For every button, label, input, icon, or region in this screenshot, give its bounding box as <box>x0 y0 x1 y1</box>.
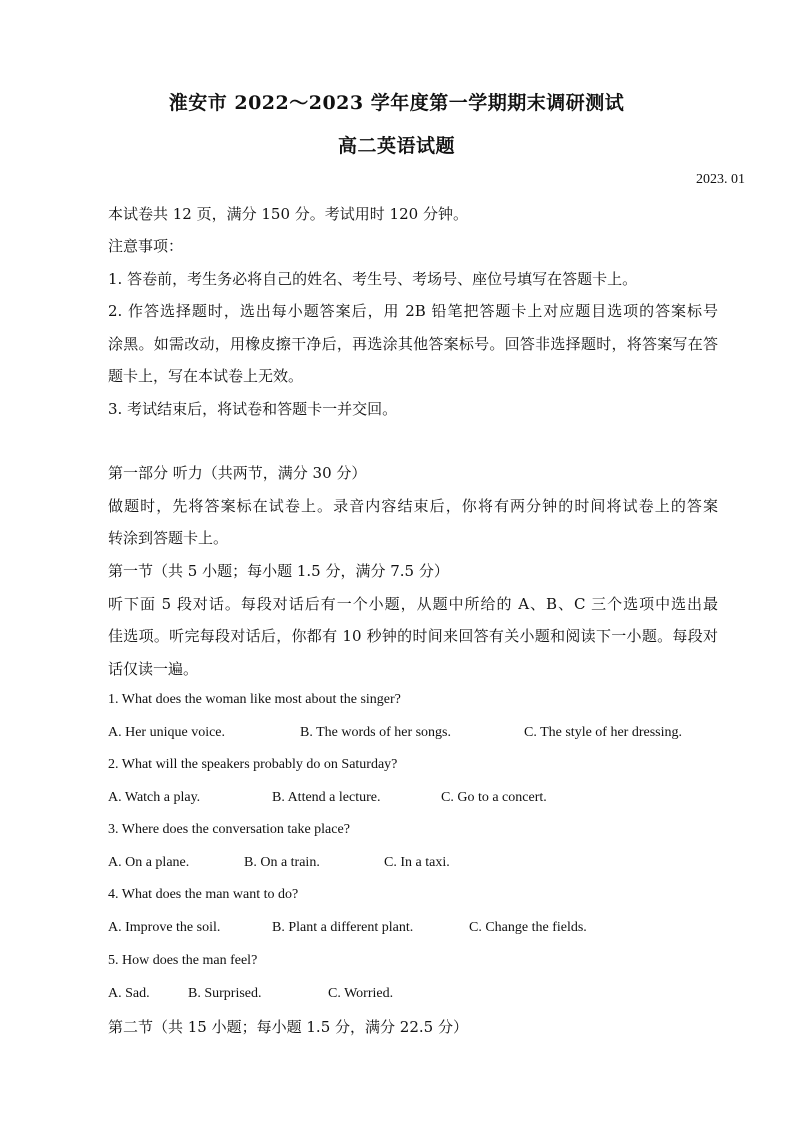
question-5-option-a: A. Sad. <box>108 986 150 1001</box>
exam-subtitle: 高二英语试题 <box>337 135 455 157</box>
question-2-option-c: C. Go to a concert. <box>441 790 547 805</box>
notice-heading: 注意事项： <box>108 237 184 255</box>
question-5-option-c: C. Worried. <box>328 986 394 1001</box>
exam-summary: 本试卷共 12 页，满分 150 分。考试用时 120 分钟。 <box>108 205 468 223</box>
question-1-option-c: C. The style of her dressing. <box>524 725 682 740</box>
section1-desc-line-3: 话仅读一遍。 <box>108 660 199 678</box>
part1-desc-line-2: 转涂到答题卡上。 <box>108 529 229 547</box>
notice-item-1: 1. 答卷前，考生务必将自己的姓名、考生号、考场号、座位号填写在答题卡上。 <box>108 270 638 288</box>
question-3-option-a: A. On a plane. <box>108 855 190 870</box>
question-3: 3. Where does the conversation take place? <box>108 822 350 837</box>
question-2: 2. What will the speakers probably do on Saturday? <box>108 757 398 772</box>
section1-desc-line-1: 听下面 5 段对话。每段对话后有一个小题，从题中所给的 A、B、C 三个选项中选出最 <box>108 595 718 613</box>
part1-heading: 第一部分 听力（共两节，满分 30 分） <box>108 464 367 482</box>
question-3-option-c: C. In a taxi. <box>384 855 450 870</box>
question-3-option-b: B. On a train. <box>244 855 320 870</box>
question-5-option-b: B. Surprised. <box>188 986 262 1001</box>
question-4-option-b: B. Plant a different plant. <box>272 920 414 935</box>
question-4: 4. What does the man want to do? <box>108 887 299 902</box>
exam-date: 2023. 01 <box>696 172 745 187</box>
notice-item-2-line-2: 涂黑。如需改动，用橡皮擦干净后，再选涂其他答案标号。回答非选择题时，将答案写在答 <box>108 335 718 353</box>
question-4-option-c: C. Change the fields. <box>469 920 587 935</box>
question-1: 1. What does the woman like most about the singer? <box>108 692 401 707</box>
section2-heading: 第二节（共 15 小题；每小题 1.5 分，满分 22.5 分） <box>108 1018 468 1036</box>
question-2-option-b: B. Attend a lecture. <box>272 790 381 805</box>
section1-desc-line-2: 佳选项。听完每段对话后，你都有 10 秒钟的时间来回答有关小题和阅读下一小题。每段对 <box>108 627 718 645</box>
question-2-option-a: A. Watch a play. <box>108 790 201 805</box>
exam-title: 淮安市 2022～2023 学年度第一学期期末调研测试 <box>168 92 625 114</box>
question-5: 5. How does the man feel? <box>108 953 258 968</box>
question-4-option-a: A. Improve the soil. <box>108 920 221 935</box>
section1-heading: 第一节（共 5 小题；每小题 1.5 分，满分 7.5 分） <box>108 562 449 580</box>
part1-desc-line-1: 做题时，先将答案标在试卷上。录音内容结束后，你将有两分钟的时间将试卷上的答案 <box>108 497 718 515</box>
notice-item-3: 3. 考试结束后，将试卷和答题卡一并交回。 <box>108 400 398 418</box>
notice-item-2-line-1: 2. 作答选择题时，选出每小题答案后，用 2B 铅笔把答题卡上对应题目选项的答案标号 <box>108 302 718 320</box>
question-1-option-a: A. Her unique voice. <box>108 725 226 740</box>
question-1-option-b: B. The words of her songs. <box>300 725 452 740</box>
notice-item-2-line-3: 题卡上，写在本试卷上无效。 <box>108 367 304 385</box>
